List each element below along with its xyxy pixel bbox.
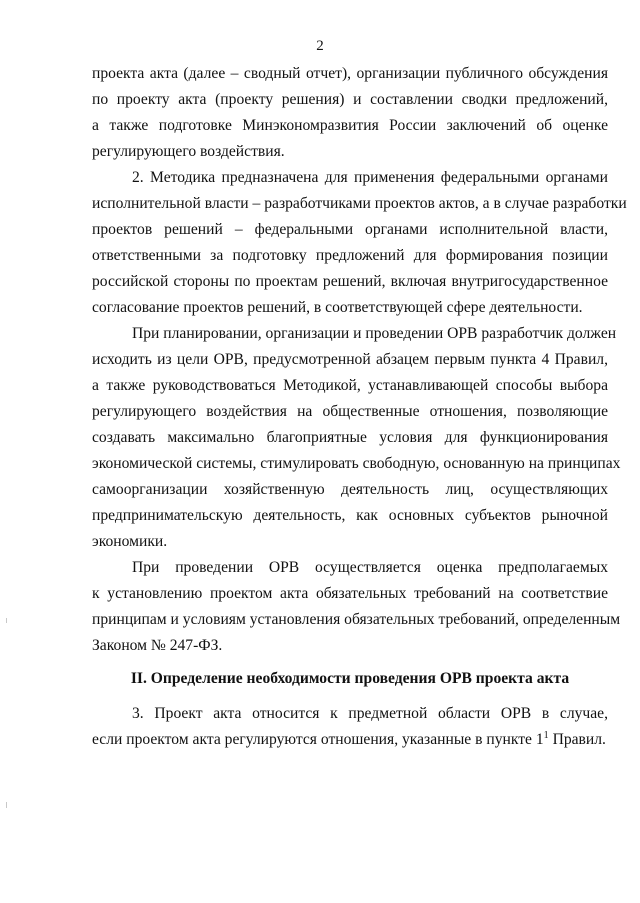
- paragraph-2-line-2: исполнительной власти – разработчиками проектов актов, а в случае разработки: [92, 195, 627, 212]
- paragraph-2-line-1: 2. Методика предназначена для применения федеральными органами: [132, 169, 608, 186]
- paragraph-3-line-7: самоорганизации хозяйственную деятельность лиц, осуществляющих: [92, 481, 608, 498]
- paragraph-2-line-5: российской стороны по проектам решений, включая внутригосударственное: [92, 273, 608, 290]
- paragraph-4-line-3: принципам и условиям установления обязательных требований, определенным: [92, 611, 621, 628]
- section-heading: II. Определение необходимости проведения ОРВ проекта акта: [130, 670, 570, 687]
- paragraph-3-line-2: исходить из цели ОРВ, предусмотренной абзацем первым пункта 4 Правил,: [92, 351, 608, 368]
- paragraph-3-line-8: предпринимательскую деятельность, как основных субъектов рыночной: [92, 507, 608, 524]
- footnote-superscript: 1: [543, 730, 549, 741]
- paragraph-1-line-3: а также подготовке Минэкономразвития России заключений об оценке: [92, 117, 608, 134]
- paragraph-3-line-9: экономики.: [92, 533, 168, 550]
- paragraph-3-line-1: При планировании, организации и проведении ОРВ разработчик должен: [132, 325, 617, 342]
- paragraph-3-line-5: создавать максимально благоприятные условия для функционирования: [92, 429, 608, 446]
- paragraph-3-line-4: регулирующего воздействия на общественные отношения, позволяющие: [92, 403, 608, 420]
- paragraph-1-line-4: регулирующего воздействия.: [92, 143, 285, 160]
- item-3-line-2-text: если проектом акта регулируются отношения, указанные в пункте 1: [92, 731, 544, 748]
- paragraph-2-line-4: ответственными за подготовку предложений для формирования позиции: [92, 247, 608, 264]
- paragraph-2-line-3: проектов решений – федеральными органами исполнительной власти,: [92, 221, 608, 238]
- item-3-line-1: 3. Проект акта относится к предметной области ОРВ в случае,: [132, 705, 608, 722]
- item-3-line-2-end: Правил.: [548, 731, 606, 748]
- paragraph-3-line-3: а также руководствоваться Методикой, устанавливающей способы выбора: [92, 377, 608, 394]
- page-number: 2: [316, 38, 324, 54]
- paragraph-4-line-2: к установлению проектом акта обязательных требований на соответствие: [92, 585, 608, 602]
- paragraph-4-line-1: При проведении ОРВ осуществляется оценка предполагаемых: [132, 559, 608, 576]
- paragraph-3-line-6: экономической системы, стимулировать свободную, основанную на принципах: [92, 455, 621, 472]
- scan-artifact-mark: [6, 618, 7, 623]
- paragraph-2-line-6: согласование проектов решений, в соответствующей сфере деятельности.: [92, 299, 583, 316]
- scan-artifact-mark: [6, 802, 7, 808]
- paragraph-4-line-4: Законом № 247-ФЗ.: [92, 637, 223, 654]
- item-3-line-2: [92, 727, 608, 753]
- paragraph-1-line-2: по проекту акта (проекту решения) и составлении сводки предложений,: [92, 91, 608, 108]
- paragraph-1-line-1: проекта акта (далее – сводный отчет), организации публичного обсуждения: [92, 65, 608, 82]
